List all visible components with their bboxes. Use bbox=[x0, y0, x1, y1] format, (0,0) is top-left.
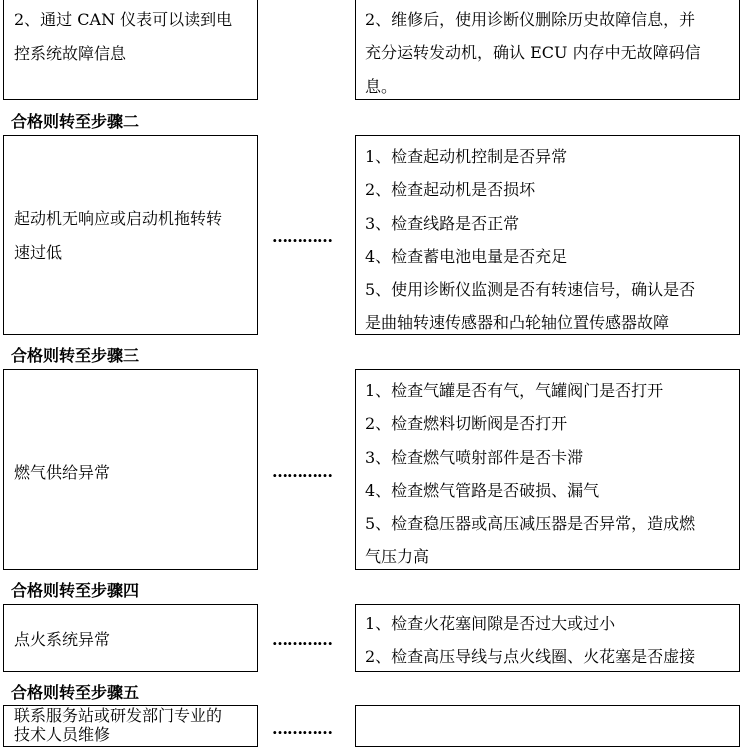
action-item: 充分运转发动机，确认 ECU 内存中无故障码信 bbox=[365, 43, 701, 63]
action-item: 4、检查蓄电池电量是否充足 bbox=[365, 246, 568, 266]
pass-goto-step-5: 合格则转至步骤五 bbox=[11, 683, 140, 702]
action-item: 1、检查气罐是否有气，气罐阀门是否打开 bbox=[365, 381, 664, 400]
action-item: 息。 bbox=[365, 76, 398, 96]
action-item: 2、维修后，使用诊断仪删除历史故障信息，并 bbox=[365, 10, 696, 29]
condition-box-contact bbox=[3, 705, 258, 747]
action-item: 2、检查起动机是否损坏 bbox=[365, 180, 536, 200]
pass-goto-step-4: 合格则转至步骤四 bbox=[11, 581, 140, 600]
action-box-ignition bbox=[355, 604, 740, 672]
pass-goto-step-3: 合格则转至步骤三 bbox=[11, 346, 140, 365]
condition-text: 联系服务站或研发部门专业的 技术人员维修 bbox=[14, 706, 223, 744]
condition-text: 起动机无响应或启动机拖转转 速过低 bbox=[14, 209, 223, 262]
action-item: 2、检查燃料切断阀是否打开 bbox=[365, 414, 568, 434]
action-list bbox=[365, 140, 733, 340]
connector-dots: ………… bbox=[272, 719, 332, 738]
action-list bbox=[365, 3, 733, 103]
action-box-contact bbox=[355, 705, 740, 747]
action-item: 3、检查燃气喷射部件是否卡滞 bbox=[365, 447, 584, 467]
action-item: 3、检查线路是否正常 bbox=[365, 213, 520, 233]
condition-box-can bbox=[3, 0, 258, 100]
action-box-can bbox=[355, 0, 740, 100]
action-list bbox=[365, 607, 733, 674]
condition-text: 2、通过 CAN 仪表可以读到电 控系统故障信息 bbox=[14, 10, 233, 63]
action-item: 1、检查火花塞间隙是否过大或过小 bbox=[365, 614, 616, 633]
condition-box-gas bbox=[3, 369, 258, 570]
action-item: 5、使用诊断仪监测是否有转速信号，确认是否 bbox=[365, 280, 696, 300]
connector-dots: ………… bbox=[272, 462, 332, 481]
action-list bbox=[365, 374, 733, 574]
action-item: 1、检查起动机控制是否异常 bbox=[365, 147, 568, 166]
condition-box-ignition bbox=[3, 604, 258, 672]
action-item: 5、检查稳压器或高压减压器是否异常，造成燃 bbox=[365, 514, 696, 534]
action-item: 2、检查高压导线与点火线圈、火花塞是否虚接 bbox=[365, 647, 696, 667]
condition-text: 燃气供给异常 bbox=[14, 463, 111, 482]
connector-dots: ………… bbox=[272, 630, 332, 649]
action-box-starter bbox=[355, 135, 740, 335]
action-item: 是曲轴转速传感器和凸轮轴位置传感器故障 bbox=[365, 313, 670, 333]
connector-dots: ………… bbox=[272, 227, 332, 246]
condition-text: 点火系统异常 bbox=[14, 630, 111, 649]
action-item: 气压力高 bbox=[365, 547, 430, 567]
condition-box-starter bbox=[3, 135, 258, 335]
action-item: 4、检查燃气管路是否破损、漏气 bbox=[365, 480, 600, 500]
action-box-gas bbox=[355, 369, 740, 570]
pass-goto-step-2: 合格则转至步骤二 bbox=[11, 112, 140, 131]
